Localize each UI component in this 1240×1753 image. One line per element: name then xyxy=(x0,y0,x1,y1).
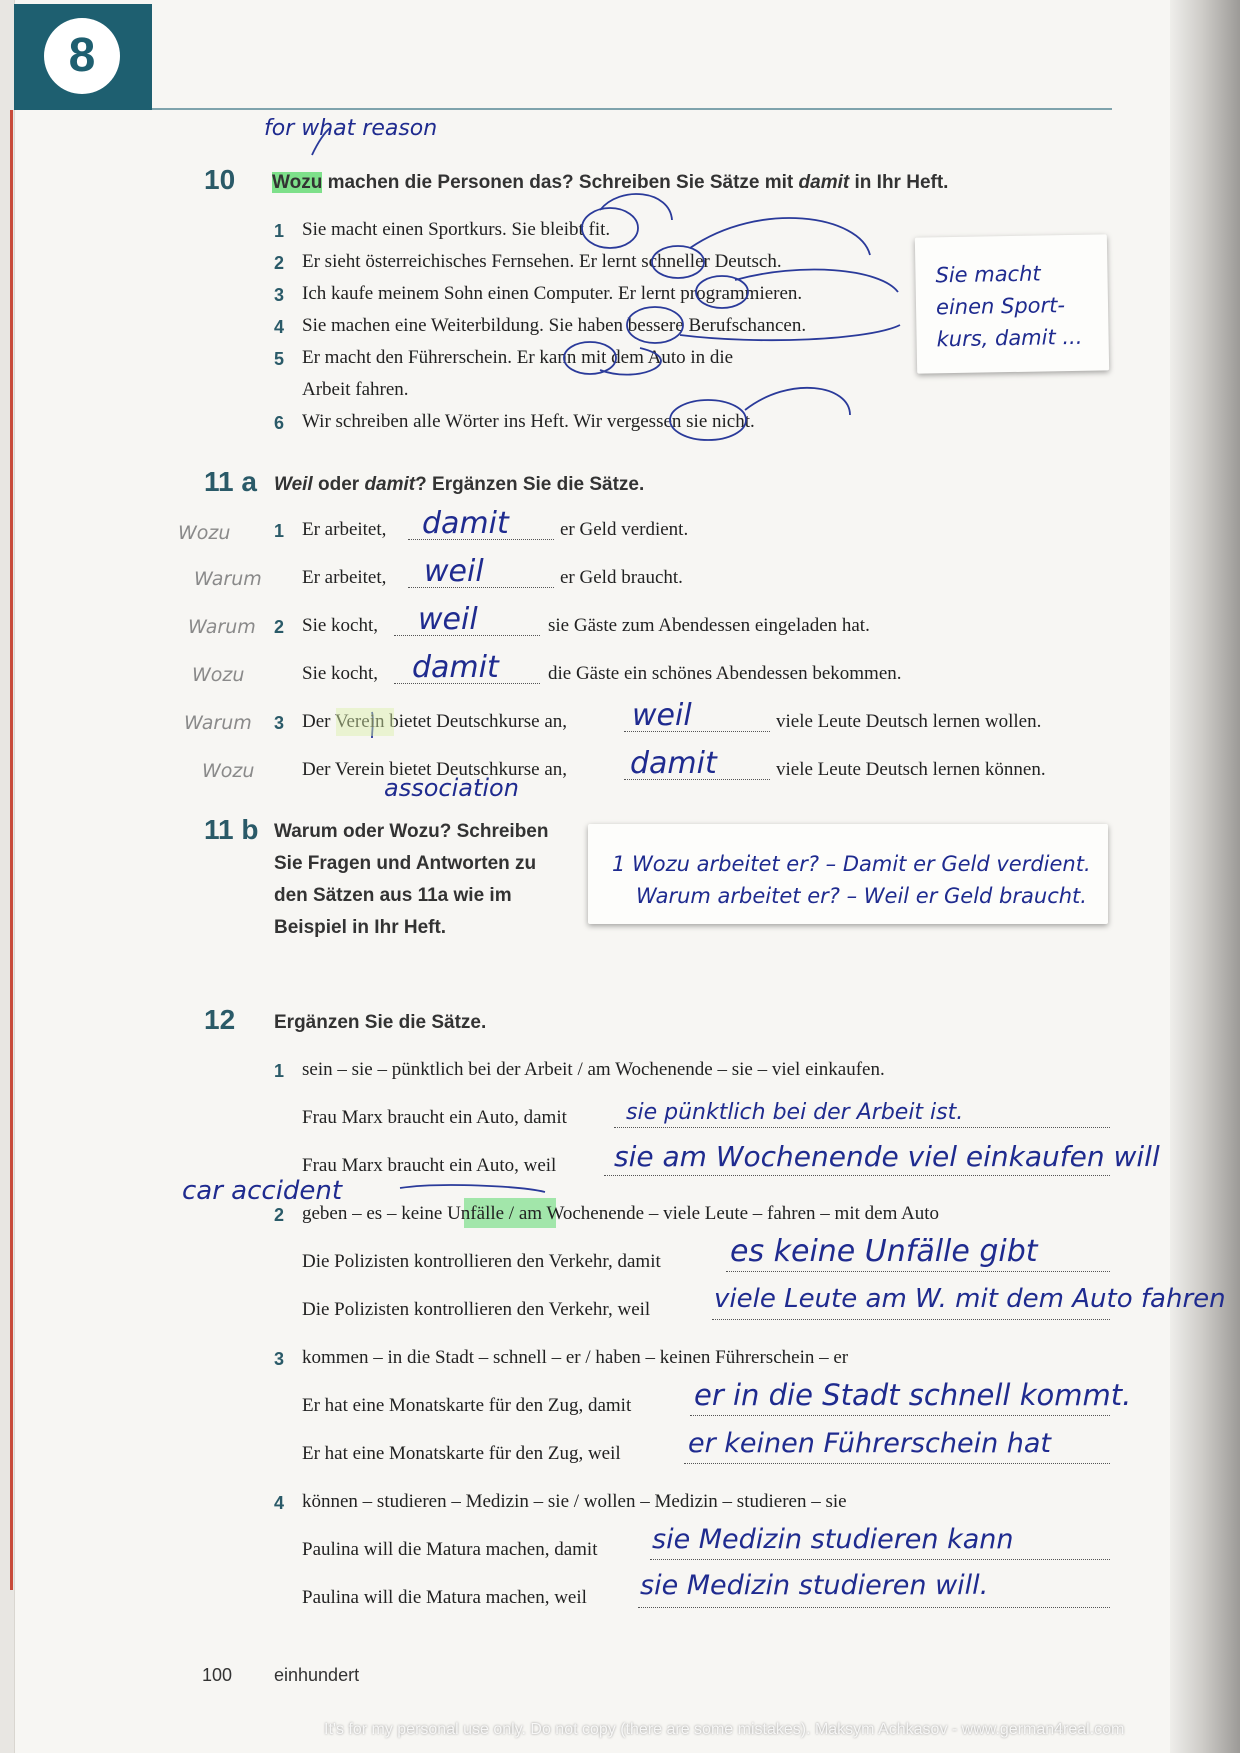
sentence-start: Paulina will die Matura machen, weil xyxy=(302,1587,587,1608)
word-prompt: kommen – in die Stadt – schnell – er / haben – keinen Führerschein – er xyxy=(302,1347,849,1368)
item-number: 2 xyxy=(274,253,285,273)
exercise-10-item: Er sieht österreichisches Fernsehen. Er lernt schneller Deutsch. xyxy=(302,251,782,272)
item-number: 3 xyxy=(274,1349,285,1369)
word-prompt: geben – es – keine Unfälle / am Wochenende – viele Leute – fahren – mit dem Auto xyxy=(302,1203,940,1224)
instruction-line: Sie Fragen und Antworten zu xyxy=(274,853,537,874)
handwritten-answer: sie pünktlich bei der Arbeit ist. xyxy=(626,1100,964,1125)
handwritten-answer: damit xyxy=(422,506,509,541)
answer-line xyxy=(604,1174,1110,1176)
note-line: einen Sport- xyxy=(935,293,1066,320)
chapter-number: 8 xyxy=(44,18,120,94)
exercise-10-item: Sie macht einen Sportkurs. Sie bleibt fit. xyxy=(302,219,611,240)
exercise-10-item: Arbeit fahren. xyxy=(302,379,409,400)
sentence-start: Frau Marx braucht ein Auto, damit xyxy=(302,1107,567,1128)
sentence-start: Die Polizisten kontrollieren den Verkehr, weil xyxy=(302,1299,651,1320)
item-number: 1 xyxy=(274,1061,285,1081)
note-line: Sie macht xyxy=(935,261,1041,288)
sentence-end: viele Leute Deutsch lernen können. xyxy=(776,759,1046,780)
highlight-verein xyxy=(336,708,394,736)
exercise-11b-instruction xyxy=(274,816,548,944)
handwritten-answer: weil xyxy=(418,602,478,637)
exercise-12-number: 12 xyxy=(204,1004,236,1035)
sentence-start: Er arbeitet, xyxy=(302,519,387,540)
sentence-start: Paulina will die Matura machen, damit xyxy=(302,1539,598,1560)
answer-line xyxy=(650,1558,1110,1560)
handwritten-answer: sie am Wochenende viel einkaufen will xyxy=(614,1140,1160,1173)
sentence-start: Sie kocht, xyxy=(302,663,378,684)
instruction-line: den Sätzen aus 11a wie im xyxy=(274,885,512,906)
sentence-end: viele Leute Deutsch lernen wollen. xyxy=(776,711,1042,732)
sentence-end: die Gäste ein schönes Abendessen bekommen. xyxy=(548,663,902,684)
exercise-10-item: Sie machen eine Weiterbildung. Sie haben bessere Berufschancen. xyxy=(302,315,807,336)
margin-note: Warum xyxy=(194,568,262,590)
item-number: 6 xyxy=(274,413,285,433)
handwritten-answer: er in die Stadt schnell kommt. xyxy=(694,1378,1132,1412)
exercise-10-instruction: Wozu machen die Personen das? Schreiben Sie Sätze mit damit in Ihr Heft. xyxy=(272,172,949,193)
word-prompt: können – studieren – Medizin – sie / wollen – Medizin – studieren – sie xyxy=(302,1491,847,1512)
exercise-11a-number: 11 a xyxy=(204,466,257,497)
margin-note: Warum xyxy=(184,712,252,734)
exercise-10-item: Er macht den Führerschein. Er kann mit dem Auto in die xyxy=(302,347,734,368)
sentence-start: Er hat eine Monatskarte für den Zug, damit xyxy=(302,1395,632,1416)
handwritten-answer: damit xyxy=(630,746,717,781)
exercise-12-instruction: Ergänzen Sie die Sätze. xyxy=(274,1012,487,1033)
sentence-start: Der Verein bietet Deutschkurse an, xyxy=(302,759,568,780)
exercise-11b-number: 11 b xyxy=(204,814,259,845)
note-line: Warum arbeitet er? – Weil er Geld braucht. xyxy=(636,884,1087,908)
margin-note: Wozu xyxy=(192,664,245,686)
instruction-line: Warum oder Wozu? Schreiben xyxy=(274,821,549,842)
item-number: 4 xyxy=(274,1493,285,1513)
answer-line xyxy=(690,1414,1110,1416)
handwritten-answer: viele Leute am W. mit dem Auto fahren xyxy=(714,1284,1226,1314)
item-number: 5 xyxy=(274,349,285,369)
note-line: kurs, damit ... xyxy=(936,324,1083,352)
sentence-start: Sie kocht, xyxy=(302,615,378,636)
answer-line xyxy=(684,1462,1110,1464)
exercise-10-number: 10 xyxy=(204,164,236,195)
instruction-line: Beispiel in Ihr Heft. xyxy=(274,917,447,938)
sentence-end: er Geld braucht. xyxy=(560,567,683,588)
handwritten-answer: es keine Unfälle gibt xyxy=(730,1234,1038,1269)
answer-line xyxy=(726,1270,1110,1272)
exercise-10-item: Wir schreiben alle Wörter ins Heft. Wir vergessen sie nicht. xyxy=(302,411,755,432)
answer-line xyxy=(614,1126,1110,1128)
highlight-wozu: Wozu xyxy=(272,172,323,193)
example-note-card-11b xyxy=(588,824,1108,924)
answer-line xyxy=(712,1318,1110,1320)
handwritten-answer: sie Medizin studieren kann xyxy=(652,1524,1014,1555)
item-number: 3 xyxy=(274,713,285,733)
item-number: 3 xyxy=(274,285,285,305)
handwritten-gloss-association: association xyxy=(384,774,519,802)
item-number: 4 xyxy=(274,317,285,337)
sentence-start: Er arbeitet, xyxy=(302,567,387,588)
sentence-start: Er hat eine Monatskarte für den Zug, weil xyxy=(302,1443,621,1464)
page-number: 100 xyxy=(202,1665,233,1685)
handwritten-answer: er keinen Führerschein hat xyxy=(688,1428,1052,1459)
note-line: 1 Wozu arbeitet er? – Damit er Geld verdient. xyxy=(612,852,1091,876)
handwritten-answer: sie Medizin studieren will. xyxy=(640,1570,989,1601)
item-number: 1 xyxy=(274,221,285,241)
exercise-11a-instruction: Weil oder damit? Ergänzen Sie die Sätze. xyxy=(274,474,645,495)
handwritten-answer: weil xyxy=(424,554,484,589)
sentence-end: sie Gäste zum Abendessen eingeladen hat. xyxy=(548,615,870,636)
example-note-card xyxy=(915,234,1109,373)
margin-note: Wozu xyxy=(202,760,255,782)
item-number: 2 xyxy=(274,1205,285,1225)
handwritten-answer: damit xyxy=(412,650,499,685)
margin-note: Wozu xyxy=(178,522,231,544)
exercise-10-item: Ich kaufe meinem Sohn einen Computer. Er lernt programmieren. xyxy=(302,283,803,304)
item-number: 2 xyxy=(274,617,285,637)
handwritten-note-for-what-reason: for what reason xyxy=(264,116,438,141)
sentence-start: Die Polizisten kontrollieren den Verkehr, damit xyxy=(302,1251,661,1272)
handwritten-note-car-accident: car accident xyxy=(182,1176,343,1206)
handwritten-answer: weil xyxy=(632,698,692,733)
word-prompt: sein – sie – pünktlich bei der Arbeit / am Wochenende – sie – viel einkaufen. xyxy=(302,1059,885,1080)
page-number-word: einhundert xyxy=(274,1665,360,1685)
sentence-start: Frau Marx braucht ein Auto, weil xyxy=(302,1155,557,1176)
margin-note: Warum xyxy=(188,616,256,638)
answer-line xyxy=(638,1606,1110,1608)
sentence-end: er Geld verdient. xyxy=(560,519,689,540)
watermark: It's for my personal use only. Do not copy (there are some mistakes). Maksym Achkasov - www.german4real.com xyxy=(324,1721,1125,1738)
item-number: 1 xyxy=(274,521,285,541)
sentence-start: Der Verein bietet Deutschkurse an, xyxy=(302,711,568,732)
